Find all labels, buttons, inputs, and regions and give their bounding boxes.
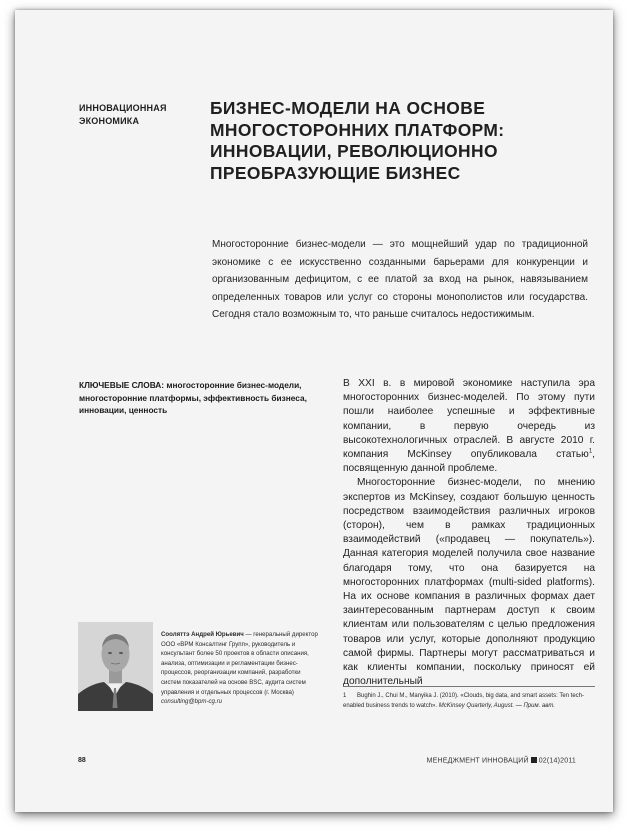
body-paragraph: Многосторонние бизнес-модели, по мнению экспертов из McKinsey, создают большую ценность посредством взаимодействия различных игроков (сторон), чем в рамках традиционных взаимодействий («продавец — покупатель»). Данная категория моделей получила свое название благодаря тому, что она базируется на многосторонних платформах (multi-sided platforms). На их основе компания в различных формах дает заинтересованным партнерам доступ к своим клиентам или пользователям с целью предложения товаров или услуг, которые дополняют продукцию самой фирмы. Партнеры могут рассматриваться и как клиенты компании, поскольку приносят ей дополнительный	[343, 477, 595, 688]
issue-number: 02(14)2011	[538, 757, 576, 765]
keywords-label: КЛЮЧЕВЫЕ СЛОВА:	[79, 380, 165, 390]
footnote-text: Bughin J., Chui M., Manyika J. (2010). «Clouds, big data, and smart assets: Ten tech-enabled business trends to watch».	[343, 693, 585, 709]
rubric-line: ЭКОНОМИКА	[79, 116, 140, 126]
rubric-line: ИННОВАЦИОННАЯ	[79, 103, 167, 113]
keywords-block	[79, 379, 315, 417]
footnote-note: — Прим. авт.	[514, 702, 555, 709]
keywords-value: многосторонние бизнес-модели, многосторонние платформы, эффективность бизнеса, инновации, ценность	[79, 380, 307, 415]
running-footer	[427, 757, 576, 765]
page-number: 88	[78, 757, 86, 764]
body-text: , посвященную данной проблеме.	[343, 449, 595, 475]
article-title	[210, 98, 590, 184]
square-bullet-icon	[531, 757, 537, 763]
journal-name: МЕНЕДЖМЕНТ ИННОВАЦИЙ	[426, 757, 529, 765]
title-line: ПРЕОБРАЗУЮЩИЕ БИЗНЕС	[210, 162, 461, 183]
author-email[interactable]: consulting@bpm-cg.ru	[161, 698, 223, 706]
footnote-divider	[343, 686, 595, 687]
lead-paragraph: Многосторонние бизнес-модели — это мощнейший удар по традиционной экономике с ее искусственно созданными барьерами для конкуренции и организованным дефицитом, с ее платой за вход на рынок, навязыванием определенных товаров или услуг со стороны монополистов или государства. Сегодня стало возможным то, что раньше считалось недостижимым.	[212, 239, 588, 321]
article-body	[343, 377, 595, 689]
journal-page	[15, 10, 613, 812]
author-info	[161, 630, 321, 707]
author-bio: — генеральный директор ООО «BPM Консалтинг Групп», руководитель и консультант более 50 проектов в области описания, анализа, оптимизации и регламентации бизнес-процессов, реорганизации компаний, разработки систем показателей на основе BSC, аудита систем управления и отдельных процессов (г. Москва)	[161, 631, 318, 696]
title-line: МНОГОСТОРОННИХ ПЛАТФОРМ:	[210, 119, 505, 140]
footnote-number: 1	[343, 693, 347, 699]
title-line: БИЗНЕС-МОДЕЛИ НА ОСНОВЕ	[210, 98, 486, 118]
title-line: ИННОВАЦИИ, РЕВОЛЮЦИОННО	[210, 141, 498, 161]
footnote-ref[interactable]: 1	[588, 448, 593, 455]
body-text: В XXI в. в мировой экономике наступила эра многосторонних бизнес-моделей. По этому пути пошли наиболее успешные и эффективные компании, в первую очередь из высокотехнологичных отраслей. В августе 2010 г. компания McKinsey опубликовала статью	[343, 378, 595, 461]
section-rubric	[79, 102, 199, 128]
author-name: Сооляттэ Андрей Юрьевич	[161, 631, 244, 638]
author-photo	[78, 622, 153, 711]
body-paragraph	[343, 377, 595, 476]
footnote-journal: McKinsey Quarterly, August.	[438, 702, 515, 709]
footnote	[343, 692, 595, 711]
